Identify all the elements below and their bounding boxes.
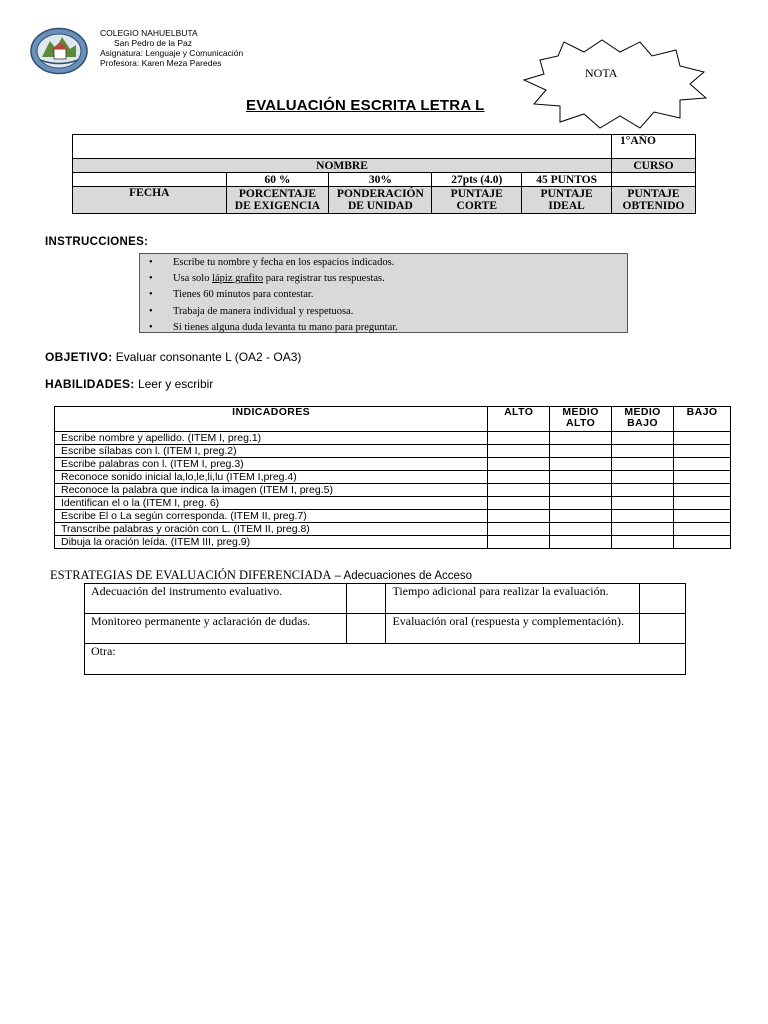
indicator-text: Identifican el o la (ITEM I, preg. 6) — [55, 497, 488, 510]
school-header — [100, 28, 243, 68]
strategy-cell: Adecuación del instrumento evaluativo. — [85, 584, 347, 614]
strategy-check[interactable] — [346, 614, 386, 644]
rating-cell-alto[interactable] — [488, 523, 550, 536]
instruction-item: • Trabaja de manera individual y respetuosa. — [173, 304, 627, 320]
rating-cell-medio-bajo[interactable] — [612, 536, 674, 549]
strategy-check[interactable] — [346, 584, 386, 614]
rating-cell-medio-alto[interactable] — [550, 523, 612, 536]
ponderacion-value: 30% — [329, 173, 432, 187]
indicators-table — [54, 406, 731, 549]
corte-value: 27pts (4.0) — [432, 173, 522, 187]
fecha-header: FECHA — [73, 187, 227, 214]
rating-cell-medio-bajo[interactable] — [612, 445, 674, 458]
school-location: San Pedro de la Paz — [114, 38, 192, 48]
bajo-header: BAJO — [674, 407, 731, 432]
exigencia-value: 60 % — [226, 173, 329, 187]
rating-cell-bajo[interactable] — [674, 471, 731, 484]
indicator-row — [55, 510, 731, 523]
porcentaje-header: PORCENTAJE DE EXIGENCIA — [226, 187, 329, 214]
school-logo — [30, 27, 88, 75]
student-info-table — [72, 134, 696, 214]
rating-cell-medio-bajo[interactable] — [612, 471, 674, 484]
instruction-item: • Usa solo lápiz grafito para registrar tus respuestas. — [173, 271, 627, 287]
indicator-text: Reconoce sonido inicial la,lo,le,li,lu (ITEM I,preg.4) — [55, 471, 488, 484]
rating-cell-alto[interactable] — [488, 497, 550, 510]
nota-label: NOTA — [585, 66, 618, 80]
rating-cell-medio-alto[interactable] — [550, 536, 612, 549]
rating-cell-medio-alto[interactable] — [550, 458, 612, 471]
curso-label: CURSO — [612, 159, 696, 173]
indicator-row — [55, 432, 731, 445]
indicator-row — [55, 445, 731, 458]
rating-cell-bajo[interactable] — [674, 432, 731, 445]
rating-cell-medio-bajo[interactable] — [612, 484, 674, 497]
rating-cell-medio-alto[interactable] — [550, 510, 612, 523]
date-field[interactable] — [73, 173, 227, 187]
rating-cell-medio-bajo[interactable] — [612, 432, 674, 445]
rating-cell-medio-alto[interactable] — [550, 497, 612, 510]
rating-cell-medio-alto[interactable] — [550, 471, 612, 484]
strategy-check[interactable] — [640, 584, 686, 614]
indicator-text: Dibuja la oración leída. (ITEM III, preg.9) — [55, 536, 488, 549]
rating-cell-alto[interactable] — [488, 458, 550, 471]
rating-cell-medio-alto[interactable] — [550, 432, 612, 445]
indicator-text: Reconoce la palabra que indica la imagen (ITEM I, preg.5) — [55, 484, 488, 497]
rating-cell-medio-alto[interactable] — [550, 484, 612, 497]
ideal-value: 45 PUNTOS — [522, 173, 612, 187]
indicator-row — [55, 536, 731, 549]
name-field[interactable] — [73, 135, 612, 159]
instruction-item: • Escribe tu nombre y fecha en los espacios indicados. — [173, 255, 627, 271]
indicator-text: Transcribe palabras y oración con L. (ITEM II, preg.8) — [55, 523, 488, 536]
rating-cell-bajo[interactable] — [674, 484, 731, 497]
grade-starburst — [520, 38, 710, 130]
strategies-title: ESTRATEGIAS DE EVALUACIÓN DIFERENCIADA – Adecuaciones de Acceso — [50, 568, 473, 582]
indicator-row — [55, 484, 731, 497]
school-name: COLEGIO NAHUELBUTA — [100, 28, 198, 38]
rating-cell-bajo[interactable] — [674, 445, 731, 458]
rating-cell-alto[interactable] — [488, 484, 550, 497]
medio-alto-header: MEDIO ALTO — [550, 407, 612, 432]
obtenido-header: PUNTAJE OBTENIDO — [612, 187, 696, 214]
strategy-cell: Monitoreo permanente y aclaración de dudas. — [85, 614, 347, 644]
instruction-item: • Si tienes alguna duda levanta tu mano para preguntar. — [173, 320, 627, 336]
rating-cell-alto[interactable] — [488, 445, 550, 458]
instruction-item: • Tienes 60 minutos para contestar. — [173, 287, 627, 303]
rating-cell-medio-bajo[interactable] — [612, 497, 674, 510]
teacher: Profesora: Karen Meza Paredes — [100, 58, 222, 68]
obtained-field[interactable] — [612, 173, 696, 187]
subject: Asignatura: Lenguaje y Comunicación — [100, 48, 244, 58]
strategies-table — [84, 583, 686, 675]
instructions-box — [139, 253, 628, 333]
indicator-row — [55, 471, 731, 484]
indicator-row — [55, 523, 731, 536]
otra-cell[interactable]: Otra: — [85, 644, 686, 675]
rating-cell-bajo[interactable] — [674, 523, 731, 536]
grade-cell: 1°AÑO — [612, 135, 696, 159]
rating-cell-medio-alto[interactable] — [550, 445, 612, 458]
strategy-cell: Tiempo adicional para realizar la evaluación. — [386, 584, 640, 614]
ponderacion-header: PONDERACIÓN DE UNIDAD — [329, 187, 432, 214]
skills: HABILIDADES: Leer y escribir — [45, 377, 214, 391]
strategy-cell: Evaluación oral (respuesta y complementación). — [386, 614, 640, 644]
indicadores-header: INDICADORES — [55, 407, 488, 432]
corte-header: PUNTAJE CORTE — [432, 187, 522, 214]
strategy-check[interactable] — [640, 614, 686, 644]
instructions-label: INSTRUCCIONES: — [45, 236, 149, 248]
ideal-header: PUNTAJE IDEAL — [522, 187, 612, 214]
rating-cell-alto[interactable] — [488, 536, 550, 549]
rating-cell-alto[interactable] — [488, 471, 550, 484]
indicator-row — [55, 458, 731, 471]
alto-header: ALTO — [488, 407, 550, 432]
rating-cell-bajo[interactable] — [674, 510, 731, 523]
rating-cell-medio-bajo[interactable] — [612, 510, 674, 523]
rating-cell-bajo[interactable] — [674, 458, 731, 471]
page-title: EVALUACIÓN ESCRITA LETRA L — [246, 97, 485, 114]
medio-bajo-header: MEDIO BAJO — [612, 407, 674, 432]
rating-cell-alto[interactable] — [488, 510, 550, 523]
indicator-text: Escribe El o La según corresponda. (ITEM II, preg.7) — [55, 510, 488, 523]
indicator-text: Escribe nombre y apellido. (ITEM I, preg.1) — [55, 432, 488, 445]
indicator-text: Escribe sílabas con l. (ITEM I, preg.2) — [55, 445, 488, 458]
rating-cell-medio-bajo[interactable] — [612, 523, 674, 536]
rating-cell-medio-bajo[interactable] — [612, 458, 674, 471]
rating-cell-bajo[interactable] — [674, 536, 731, 549]
nombre-label: NOMBRE — [73, 159, 612, 173]
objective: OBJETIVO: Evaluar consonante L (OA2 - OA3) — [45, 350, 302, 364]
rating-cell-alto[interactable] — [488, 432, 550, 445]
indicator-text: Escribe palabras con l. (ITEM I, preg.3) — [55, 458, 488, 471]
rating-cell-bajo[interactable] — [674, 497, 731, 510]
indicator-row — [55, 497, 731, 510]
